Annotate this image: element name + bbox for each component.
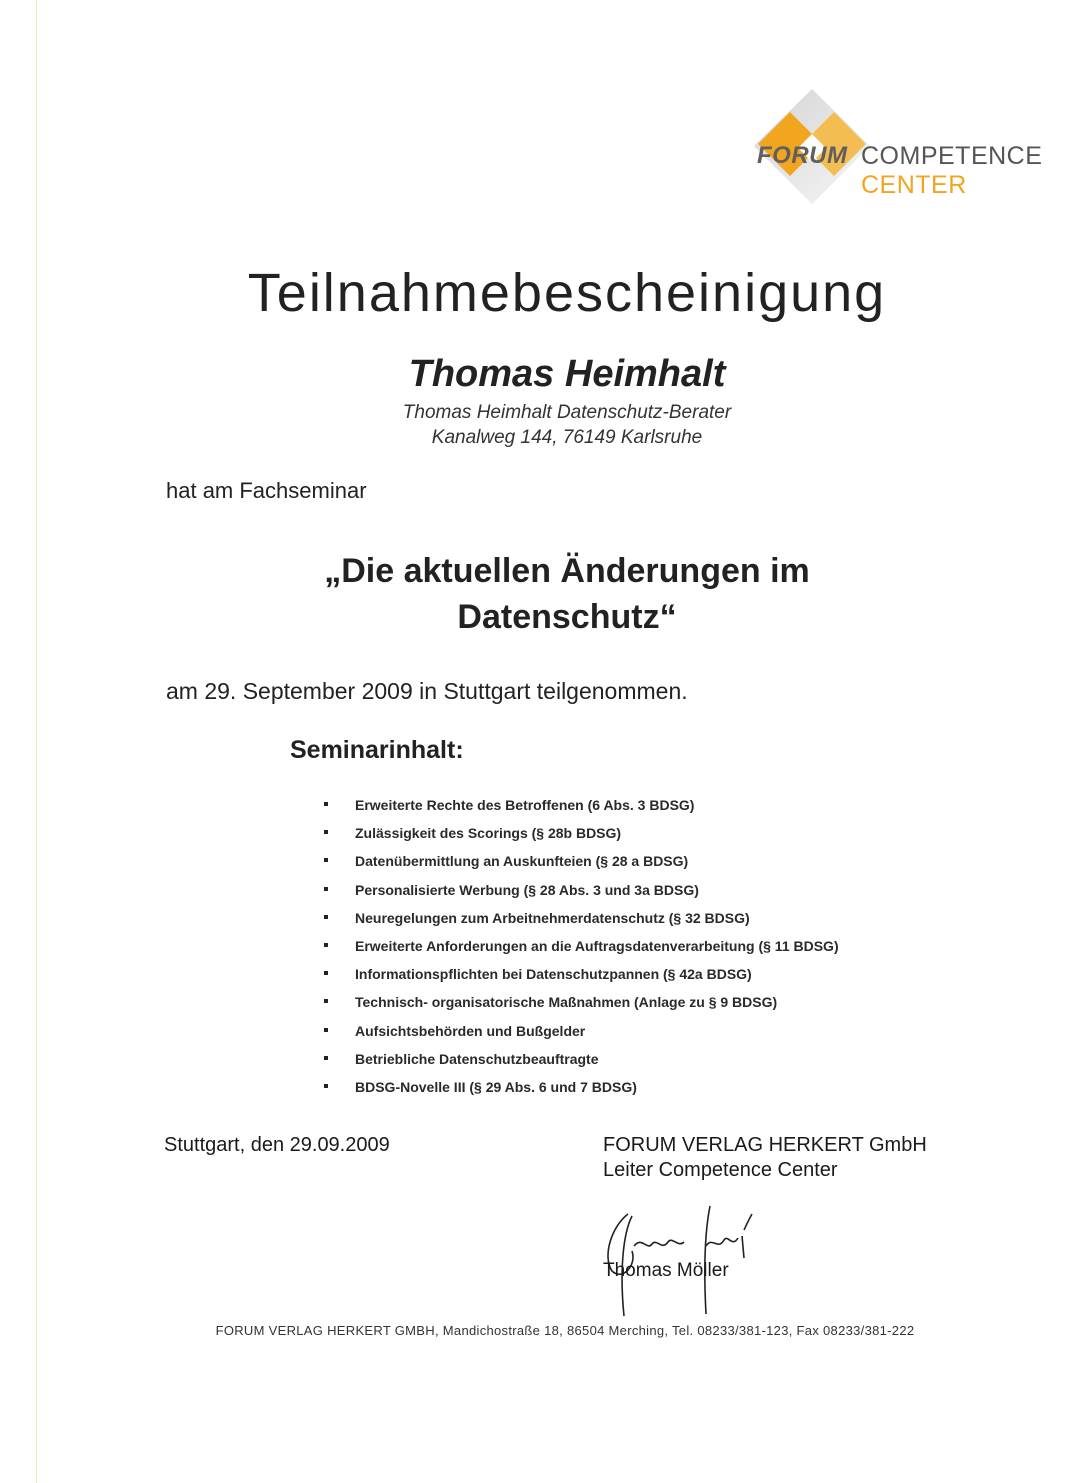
topic-text: Aufsichtsbehörden und Bußgelder: [355, 1022, 586, 1039]
intro-text: hat am Fachseminar: [166, 478, 367, 503]
participant-address: Kanalweg 144, 76149 Karlsruhe: [431, 427, 703, 448]
topic-text: Neuregelungen zum Arbeitnehmerdatenschutz (§ 32 BDSG): [355, 909, 750, 926]
topic-item: [320, 819, 839, 847]
bullet-icon: [324, 943, 328, 947]
topic-item: [320, 960, 839, 988]
seminar-title-line2: Datenschutz“: [457, 598, 677, 636]
place-date: Stuttgart, den 29.09.2009: [164, 1134, 390, 1156]
seminar-title: [22, 548, 1090, 640]
topic-text: Betriebliche Datenschutzbeauftragte: [355, 1050, 599, 1067]
topic-text: Datenübermittlung an Auskunfteien (§ 28 a BDSG): [355, 853, 689, 870]
forum-competence-center-logo: [752, 84, 1043, 224]
bullet-icon: [324, 858, 328, 862]
participant-company: Thomas Heimhalt Datenschutz-Berater: [402, 402, 732, 423]
topic-item: [320, 1073, 839, 1101]
content-heading: Seminarinhalt:: [290, 736, 464, 764]
topic-text: Informationspflichten bei Datenschutzpannen (§ 42a BDSG): [355, 966, 752, 983]
topic-item: [320, 1045, 839, 1073]
logo-brand-text: FORUM: [757, 142, 848, 169]
certificate-title: Teilnahmebescheinigung: [247, 263, 887, 323]
bullet-icon: [324, 830, 328, 834]
topic-text: Erweiterte Anforderungen an die Auftragsdatenverarbeitung (§ 11 BDSG): [355, 938, 839, 955]
bullet-icon: [324, 971, 328, 975]
topic-text: BDSG-Novelle III (§ 29 Abs. 6 und 7 BDSG): [355, 1078, 637, 1095]
topic-text: Erweiterte Rechte des Betroffenen (6 Abs. 3 BDSG): [355, 797, 695, 814]
bullet-icon: [324, 1084, 328, 1088]
topic-item: [320, 847, 839, 875]
logo-line1-text: COMPETENCE: [861, 142, 1043, 170]
signer-position: Leiter Competence Center: [603, 1159, 838, 1181]
attendance-date-line: am 29. September 2009 in Stuttgart teilgenommen.: [166, 678, 688, 704]
bullet-icon: [324, 802, 328, 806]
scan-edge-line: [36, 0, 37, 1483]
bullet-icon: [324, 1028, 328, 1032]
bullet-icon: [324, 1056, 328, 1060]
topic-item: [320, 1017, 839, 1045]
logo-line2-text: CENTER: [861, 171, 967, 199]
bullet-icon: [324, 999, 328, 1003]
bullet-icon: [324, 915, 328, 919]
publisher-name: FORUM VERLAG HERKERT GmbH: [603, 1134, 927, 1156]
topic-item: [320, 988, 839, 1016]
topic-item: [320, 876, 839, 904]
signer-name: Thomas Möller: [603, 1260, 729, 1281]
topic-item: [320, 932, 839, 960]
topic-item: [320, 904, 839, 932]
footer-address: FORUM VERLAG HERKERT GMBH, Mandichostraße 18, 86504 Merching, Tel. 08233/381-123, Fax 08233/381-222: [215, 1323, 915, 1338]
topic-text: Technisch- organisatorische Maßnahmen (Anlage zu § 9 BDSG): [355, 994, 778, 1011]
topic-item: [320, 791, 839, 819]
participant-name: Thomas Heimhalt: [408, 353, 726, 395]
topic-text: Personalisierte Werbung (§ 28 Abs. 3 und 3a BDSG): [355, 881, 699, 898]
bullet-icon: [324, 887, 328, 891]
topics-list: [320, 791, 839, 1101]
seminar-title-line1: „Die aktuellen Änderungen im: [324, 552, 810, 590]
topic-text: Zulässigkeit des Scorings (§ 28b BDSG): [355, 825, 622, 842]
